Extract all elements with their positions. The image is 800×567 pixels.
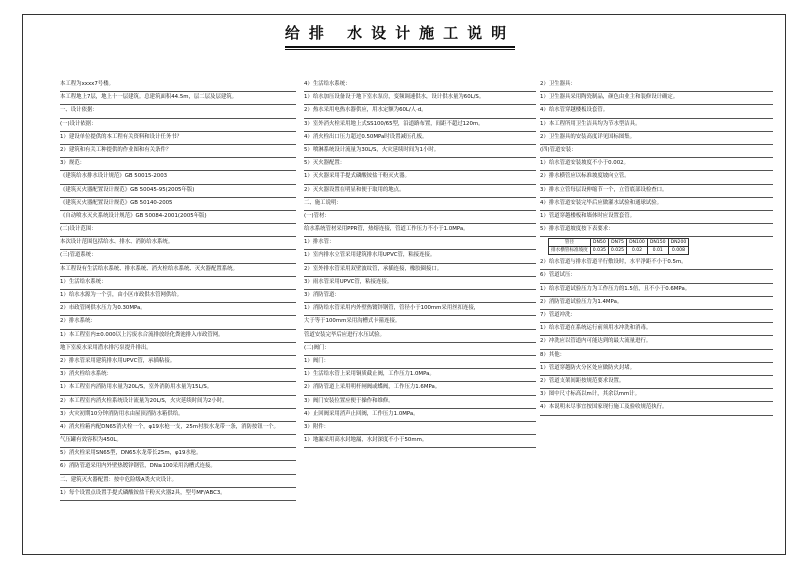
- note-line: 1）管道穿越防火分区处应做防火封堵。: [540, 363, 773, 376]
- note-line: 4）排水管道安装完毕后应做灌水试验和通球试验。: [540, 198, 773, 211]
- note-line: 3）图中尺寸标高以m计，其余以mm计。: [540, 389, 773, 402]
- note-line: (一)设计依据：: [60, 119, 296, 132]
- note-line: 2）消防管道上采用明杆闸阀或蝶阀，工作压力1.6MPa。: [304, 382, 536, 395]
- note-line: 2）热水采用电热水器供应，用水定额为60L/人·d。: [304, 105, 536, 118]
- note-line: 1）管道穿越楼板和墙体时应设置套管。: [540, 211, 773, 224]
- note-line: 2）消防管道试验压力为1.4MPa。: [540, 297, 773, 310]
- note-line: 2）管道支架间距按规范要求设置。: [540, 376, 773, 389]
- note-line: (三)管道系统：: [60, 250, 296, 263]
- notes-column-1: [60, 79, 296, 551]
- note-line: 给水系统管材采用PPR管，热熔连接，管道工作压力不小于1.0MPa。: [304, 224, 536, 237]
- note-line: 1）阀门：: [304, 356, 536, 369]
- note-line: 2）灭火器设置在明显和便于取用的地点。: [304, 185, 536, 198]
- note-line: 2）卫生器具的安装高度详见国标图集。: [540, 132, 773, 145]
- note-line: 2）冲洗应以管道内可能达到的最大流量进行。: [540, 336, 773, 349]
- note-line: 本次设计范围包括给水、排水、消防给水系统。: [60, 237, 296, 250]
- note-line: 1）排水管：: [304, 237, 536, 250]
- note-line: (二)设计范围：: [60, 224, 296, 237]
- note-line: 3）排水立管每层设伸缩节一个，立管底部设检查口。: [540, 185, 773, 198]
- notes-column-3: [540, 79, 773, 551]
- note-line: 本工程为xxxx7号楼。: [60, 79, 296, 92]
- note-line: 1）给水管道安装坡度不小于0.002。: [540, 158, 773, 171]
- notes-column-2: [304, 79, 536, 551]
- note-line: 本工程设有生活给水系统、排水系统、消火栓给水系统、灭火器配置系统。: [60, 264, 296, 277]
- note-line: 1）生活给水系统：: [60, 277, 296, 290]
- note-line: 1）给水水源为一个引，由小区市政供水管网供给。: [60, 290, 296, 303]
- note-line: 1）本工程室内消防用水量为20L/S，室外消防用水量为15L/S。: [60, 382, 296, 395]
- note-line: 3）火灾初期10分钟消防用水由屋顶消防水箱供给。: [60, 409, 296, 422]
- note-line: 1）给水管道试验压力为工作压力的1.5倍，且不小于0.6MPa。: [540, 284, 773, 297]
- note-line: 4）消火栓出口压力超过0.50MPa时设置减压孔板。: [304, 132, 536, 145]
- note-line: 《自动喷水灭火系统设计规范》GB 50084-2001(2005年版): [60, 211, 296, 224]
- note-line: 3）消防管道：: [304, 290, 536, 303]
- slope-table: [548, 238, 689, 255]
- note-line: 3）雨水管采用UPVC管，粘接连接。: [304, 277, 536, 290]
- slope-table-cell: 0.01: [647, 247, 668, 255]
- note-line: 2）排水横管应以标准坡度坡向立管。: [540, 171, 773, 184]
- slope-table-cell: 0.008: [668, 247, 689, 255]
- note-line: 二、施工说明：: [304, 198, 536, 211]
- note-line: 1）本工程室内±0.000以上污废水合流排放经化粪池排入市政管网。: [60, 330, 296, 343]
- title-underline: [285, 46, 515, 50]
- note-line: 1）卫生器具采用陶瓷制品，颜色由业主和装修设计确定。: [540, 92, 773, 105]
- slope-table-cell: DN75: [608, 239, 626, 247]
- note-line: (一)管材：: [304, 211, 536, 224]
- note-line: 4）给水管穿越楼板设套管。: [540, 105, 773, 118]
- slope-table-cell: DN100: [627, 239, 648, 247]
- slope-table-cell: DN200: [668, 239, 689, 247]
- note-line: (二)阀门：: [304, 343, 536, 356]
- note-line: 1）消防给水管采用内外壁热镀锌钢管，管径小于100mm采用丝扣连接，: [304, 303, 536, 316]
- note-line: 3）阀门安装位置应便于操作和维修。: [304, 396, 536, 409]
- note-line: 3）室外消火栓采用地上式SS100/65型，沿道路布置，间距不超过120m。: [304, 119, 536, 132]
- note-line: 5）灭火器配置：: [304, 158, 536, 171]
- note-line: 管道安装完毕后应进行水压试验。: [304, 330, 536, 343]
- note-line: (四)管道安装：: [540, 145, 773, 158]
- note-line: 2）室外排水管采用双壁波纹管，承插连接，橡胶圈接口。: [304, 264, 536, 277]
- note-line: 4）生活给水系统：: [304, 79, 536, 92]
- note-line: 1）地漏采用高水封地漏，水封深度不小于50mm。: [304, 435, 536, 448]
- note-line: 5）排水管道坡度按下表要求：: [540, 224, 773, 237]
- note-line: 1）给水加压设备设于地下室水泵房，变频调速供水，设计供水量为60L/S。: [304, 92, 536, 105]
- slope-table-cell: 0.02: [627, 247, 648, 255]
- note-line: 1）室内排水立管采用建筑排水用UPVC管，粘接连接。: [304, 250, 536, 263]
- note-line: 4）止回阀采用消声止回阀，工作压力1.0MPa。: [304, 409, 536, 422]
- note-line: 1）生活给水管上采用铜质截止阀，工作压力1.0MPa。: [304, 369, 536, 382]
- note-line: 1）每个设置点设置手提式磷酸铵盐干粉灭火器2具，型号MF/ABC3。: [60, 488, 296, 501]
- note-line: 3）消火栓给水系统：: [60, 369, 296, 382]
- note-line: 1）本工程所用卫生洁具均为节水型洁具。: [540, 119, 773, 132]
- note-line: 2）给水管道与排水管道平行敷设时，水平净距不小于0.5m。: [540, 257, 773, 270]
- note-line: 《建筑给水排水设计规范》GB 50015-2003: [60, 171, 296, 184]
- note-line: 地下室废水采用潜水排污泵提升排出。: [60, 343, 296, 356]
- slope-table-cell: 0.035: [590, 247, 608, 255]
- note-line: 4）消火栓箱内配DN65消火栓一个，φ19水枪一支，25m衬胶水龙带一条，消防按钮一个。: [60, 422, 296, 435]
- note-line: 7）管道冲洗：: [540, 310, 773, 323]
- slope-table-cell: 排水横管标准坡度: [549, 247, 591, 255]
- note-line: 6）消防管道采用内外壁热镀锌钢管，DN≥100采用沟槽式连接。: [60, 461, 296, 474]
- slope-table-cell: 0.025: [608, 247, 626, 255]
- note-line: 大于等于100mm采用沟槽式卡箍连接。: [304, 316, 536, 329]
- note-line: 《建筑灭火器配置设计规范》GB 50045-95(2005年版): [60, 185, 296, 198]
- note-line: 一、设计依据：: [60, 105, 296, 118]
- note-line: 2）建筑和有关工种提供的作业图和有关条件？: [60, 145, 296, 158]
- slope-table-cell: DN150: [647, 239, 668, 247]
- note-line: 气压罐有效容积为450L。: [60, 435, 296, 448]
- slope-table-row: [549, 247, 689, 255]
- note-line: 4）本说明未尽事宜按国家现行施工及验收规范执行。: [540, 402, 773, 415]
- note-line: 8）其他：: [540, 350, 773, 363]
- note-line: 1）建设单位提供的本工程有关资料和设计任务书？: [60, 132, 296, 145]
- note-line: 2）本工程室内消火栓系统设计流量为20L/S，火灾延续时间为2小时。: [60, 396, 296, 409]
- note-line: 3）规范：: [60, 158, 296, 171]
- note-line: 5）喷淋系统设计流量为30L/S，火灾延续时间为1小时。: [304, 145, 536, 158]
- note-line: 1）灭火器采用手提式磷酸铵盐干粉灭火器。: [304, 171, 536, 184]
- note-line: 本工程地上7层，地上十一层建筑。总建筑面积44.5m，层二层及层建筑。: [60, 92, 296, 105]
- slope-table-cell: DN50: [590, 239, 608, 247]
- note-line: 二、建筑灭火器配置：按中危险级A类火灾设计。: [60, 475, 296, 488]
- note-line: 5）消火栓采用SN65型，DN65水龙带长25m，φ19水枪。: [60, 448, 296, 461]
- note-line: 6）管道试压：: [540, 270, 773, 283]
- note-line: 2）排水系统：: [60, 316, 296, 329]
- slope-table-cell: 管径: [549, 239, 591, 247]
- note-line: 3）附件：: [304, 422, 536, 435]
- note-line: 2）市政管网供水压力为0.30MPa。: [60, 303, 296, 316]
- sheet-title: 给排 水设计施工说明: [284, 24, 516, 42]
- note-line: 2）排水管采用建筑排水用UPVC管，承插粘接。: [60, 356, 296, 369]
- slope-table-header: [549, 239, 689, 247]
- note-line: 1）给水管道在系统运行前须用水冲洗和消毒。: [540, 323, 773, 336]
- note-line: 《建筑灭火器配置设计规范》GB 50140-2005: [60, 198, 296, 211]
- note-line: 2）卫生器具：: [540, 79, 773, 92]
